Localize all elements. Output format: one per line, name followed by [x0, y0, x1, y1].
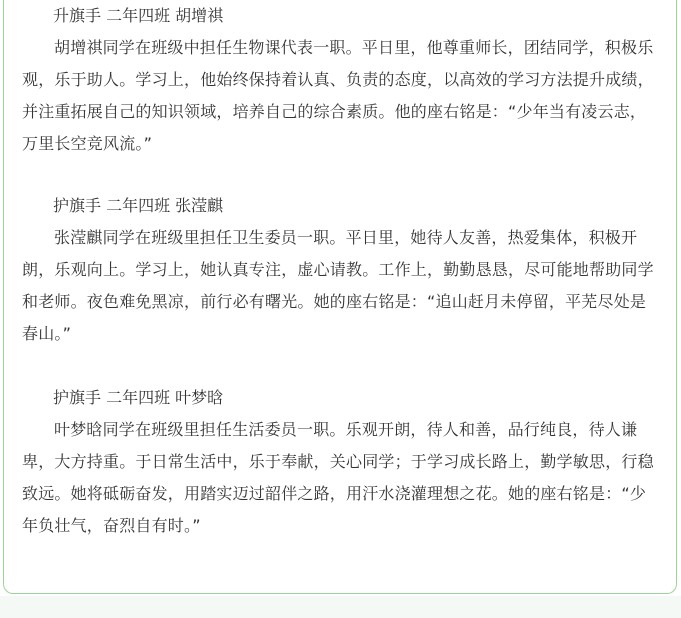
entry-flag-guard-1 — [22, 190, 662, 350]
entry-body: 叶梦晗同学在班级里担任生活委员一职。乐观开朗，待人和善，品行纯良，待人谦卑，大方持重。于日常生活中，乐于奉献，关心同学；于学习成长路上，勤学敏思，行稳致远。她将砥砺奋发，用踏实迈过韶伴之路，用汗水浇灌理想之花。她的座右铭是：“少年负壮气，奋烈自有时。” — [22, 420, 654, 535]
entry-flag-raiser — [22, 0, 662, 160]
entry-heading: 护旗手 二年四班 张滢麒 — [53, 196, 224, 215]
entry-heading: 升旗手 二年四班 胡增祺 — [53, 6, 224, 25]
entry-body: 胡增祺同学在班级中担任生物课代表一职。平日里，他尊重师长，团结同学，积极乐观，乐于助人。学习上，他始终保持着认真、负责的态度，以高效的学习方法提升成绩，并注重拓展自己的知识领域，培养自己的综合素质。他的座右铭是：“少年当有凌云志，万里长空竞风流。” — [22, 38, 654, 153]
entry-flag-guard-2 — [22, 382, 662, 542]
entry-body: 张滢麒同学在班级里担任卫生委员一职。平日里，她待人友善，热爱集体，积极开朗，乐观向上。学习上，她认真专注，虚心请教。工作上，勤勤恳恳，尽可能地帮助同学和老师。夜色难免黑凉，前行必有曙光。她的座右铭是：“追山赶月未停留，平芜尽处是春山。” — [22, 228, 654, 343]
page-background-strip — [0, 596, 681, 618]
entry-heading: 护旗手 二年四班 叶梦晗 — [53, 388, 224, 407]
